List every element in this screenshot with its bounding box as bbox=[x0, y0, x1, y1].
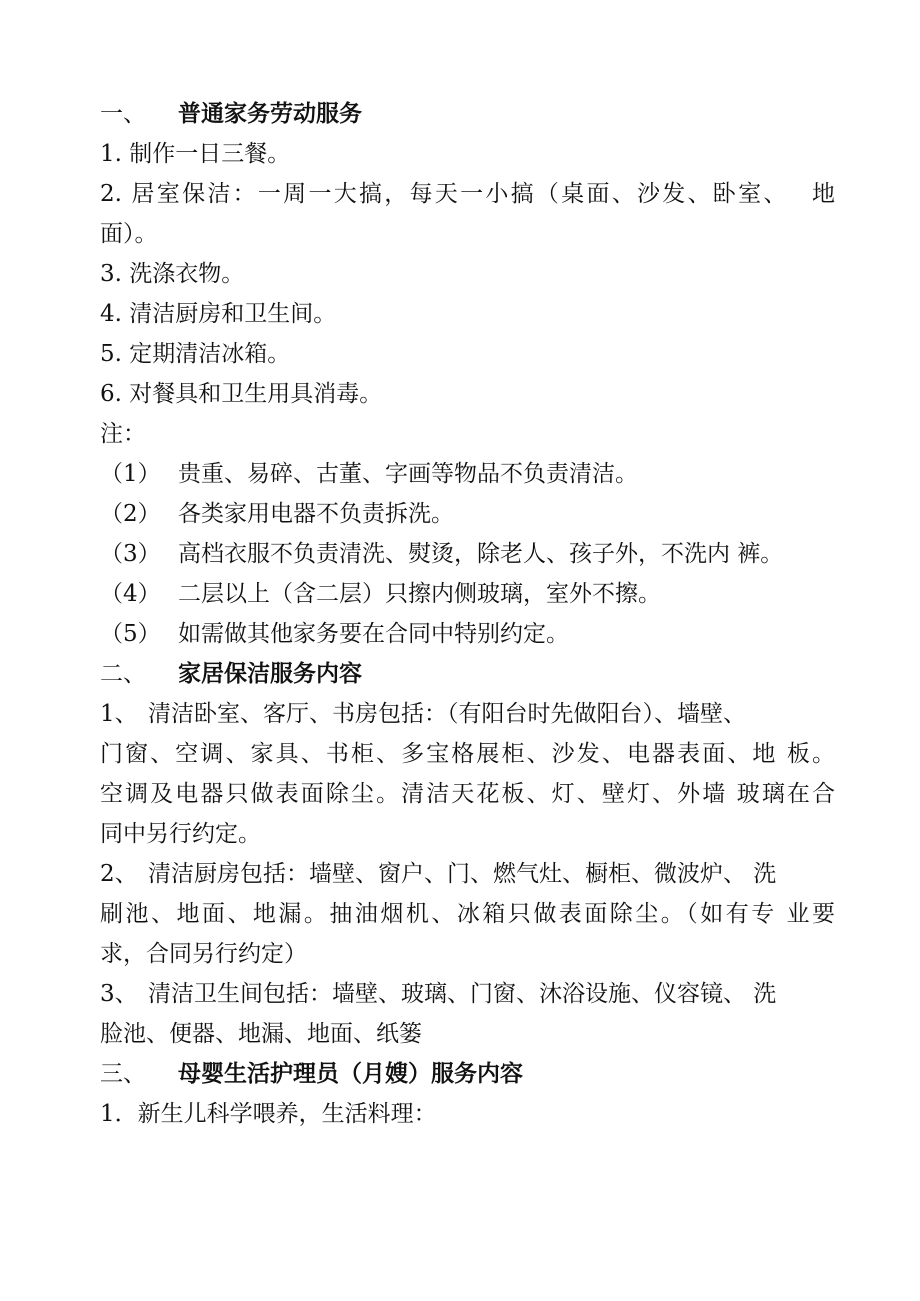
note-label: 注： bbox=[100, 421, 146, 447]
paragraph-number: 1、 bbox=[100, 701, 138, 727]
note-text: 各类家用电器不负责拆洗。 bbox=[178, 501, 454, 527]
paragraph-line: 刷池、地面、地漏。抽油烟机、冰箱只做表面除尘。（如有专 业要 bbox=[100, 901, 835, 927]
list-item: 3. 洗涤衣物。 bbox=[100, 261, 245, 287]
note-number: （5） bbox=[100, 621, 161, 647]
note-text: 贵重、易碎、古董、字画等物品不负责清洁。 bbox=[178, 461, 638, 487]
note-number: （4） bbox=[100, 581, 161, 607]
paragraph-line bbox=[100, 854, 835, 894]
paragraph-line bbox=[100, 694, 835, 734]
section-title: 家居保洁服务内容 bbox=[178, 660, 362, 687]
paragraph-line: 脸池、便器、地漏、地面、纸篓 bbox=[100, 1021, 422, 1047]
list-item: 1. 制作一日三餐。 bbox=[100, 141, 291, 167]
paragraph-number: 2、 bbox=[100, 861, 138, 887]
section-heading-2 bbox=[100, 654, 835, 694]
list-item: 6. 对餐具和卫生用具消毒。 bbox=[100, 381, 383, 407]
paragraph-text: 清洁卫生间包括：墙壁、玻璃、门窗、沐浴设施、仪容镜、 洗 bbox=[148, 981, 777, 1007]
list-item: 2. 居室保洁：一周一大搞，每天一小搞（桌面、沙发、卧室、 地 bbox=[100, 181, 835, 207]
paragraph-line: 门窗、空调、家具、书柜、多宝格展柜、沙发、电器表面、地 板。 bbox=[100, 741, 835, 767]
note-number: （3） bbox=[100, 541, 161, 567]
list-item: 5. 定期清洁冰箱。 bbox=[100, 341, 291, 367]
paragraph-number: 3、 bbox=[100, 981, 138, 1007]
note-item bbox=[100, 454, 835, 494]
section-heading-3 bbox=[100, 1054, 835, 1094]
section-title: 母婴生活护理员（月嫂）服务内容 bbox=[178, 1060, 523, 1087]
paragraph-line bbox=[100, 974, 835, 1014]
note-item bbox=[100, 494, 835, 534]
note-number: （1） bbox=[100, 461, 161, 487]
section-number: 二、 bbox=[100, 661, 146, 687]
paragraph-text: 清洁卧室、客厅、书房包括：（有阳台时先做阳台）、墙壁、 bbox=[148, 701, 746, 727]
paragraph-line: 空调及电器只做表面除尘。清洁天花板、灯、壁灯、外墙 玻璃在合 bbox=[100, 781, 835, 807]
paragraph-text: 清洁厨房包括：墙壁、窗户、门、燃气灶、橱柜、微波炉、 洗 bbox=[148, 861, 777, 887]
note-text: 高档衣服不负责清洗、熨烫，除老人、孩子外，不洗内 裤。 bbox=[178, 541, 784, 567]
document-page bbox=[100, 94, 835, 1134]
note-text: 二层以上（含二层）只擦内侧玻璃，室外不擦。 bbox=[178, 581, 661, 607]
list-item: 4. 清洁厨房和卫生间。 bbox=[100, 301, 337, 327]
section-number: 一、 bbox=[100, 101, 146, 127]
list-item: 面）。 bbox=[100, 221, 158, 247]
section-title: 普通家务劳动服务 bbox=[178, 100, 362, 127]
note-item bbox=[100, 534, 835, 574]
list-item: 1．新生儿科学喂养，生活料理： bbox=[100, 1101, 437, 1127]
paragraph-line: 求，合同另行约定） bbox=[100, 941, 307, 967]
note-item bbox=[100, 614, 835, 654]
section-heading-1 bbox=[100, 94, 835, 134]
note-number: （2） bbox=[100, 501, 161, 527]
paragraph-line: 同中另行约定。 bbox=[100, 821, 261, 847]
note-text: 如需做其他家务要在合同中特别约定。 bbox=[178, 621, 569, 647]
note-item bbox=[100, 574, 835, 614]
section-number: 三、 bbox=[100, 1061, 146, 1087]
